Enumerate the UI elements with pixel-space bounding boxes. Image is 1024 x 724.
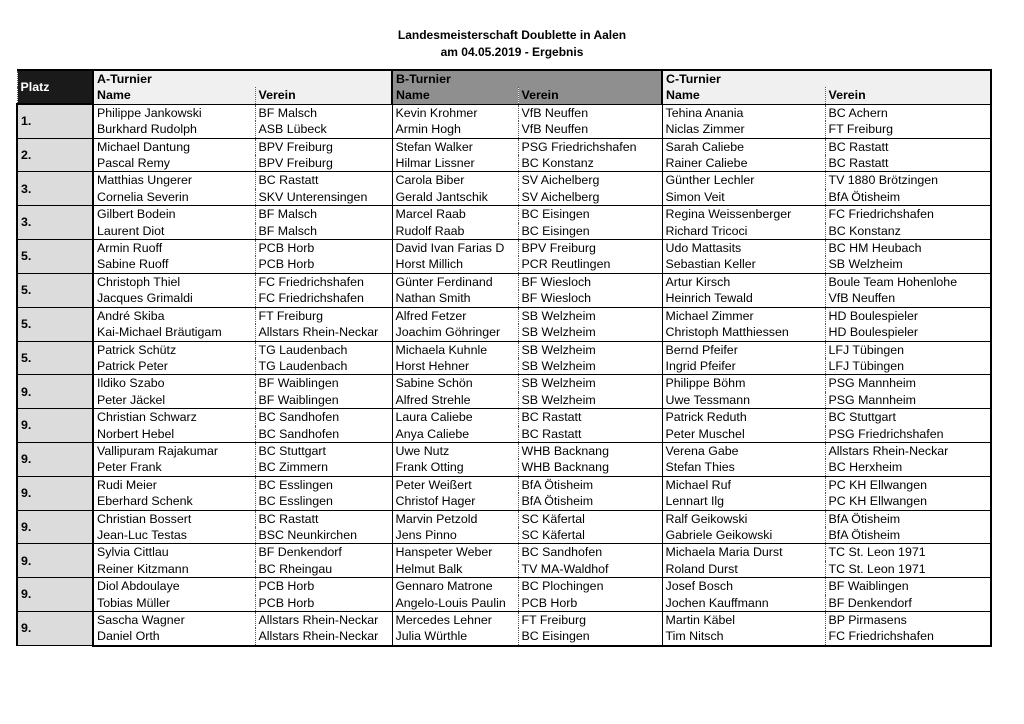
player-name: Sebastian Keller [662,256,825,273]
player-name: Peter Jäckel [93,392,255,409]
player-club: PCB Horb [255,256,392,273]
player-name: Vallipuram Rajakumar [93,442,255,459]
player-club: BF Waiblingen [255,392,392,409]
player-name: Anya Caliebe [392,426,518,443]
player-club: Allstars Rhein-Neckar [255,324,392,341]
player-name: Norbert Hebel [93,426,255,443]
player-club: BPV Freiburg [255,155,392,172]
player-name: Hanspeter Weber [392,544,518,561]
place-cell: 9. [17,510,93,544]
place-cell: 9. [17,375,93,409]
player-name: Ingrid Pfeifer [662,358,825,375]
player-name: Patrick Schütz [93,341,255,358]
player-club: SV Aichelberg [518,189,662,206]
player-name: Patrick Reduth [662,409,825,426]
c-turnier-header: C-Turnier [662,70,991,87]
player-club: SKV Unterensingen [255,189,392,206]
player-club: BC Rastatt [825,138,991,155]
player-name: Reiner Kitzmann [93,561,255,578]
table-row [17,527,991,544]
player-name: Bernd Pfeifer [662,341,825,358]
player-name: Julia Würthle [392,628,518,645]
player-name: Michaela Maria Durst [662,544,825,561]
player-club: FC Friedrichshafen [255,273,392,290]
player-club: FT Freiburg [255,307,392,324]
table-row [17,223,991,240]
player-name: Sarah Caliebe [662,138,825,155]
place-cell: 9. [17,612,93,646]
player-club: Boule Team Hohenlohe [825,273,991,290]
place-cell: 3. [17,172,93,206]
player-name: Helmut Balk [392,561,518,578]
player-club: BPV Freiburg [255,138,392,155]
player-name: Nathan Smith [392,290,518,307]
table-row [17,290,991,307]
player-name: Günther Lechler [662,172,825,189]
player-name: Jean-Luc Testas [93,527,255,544]
player-club: BfA Ötisheim [825,189,991,206]
player-club: BfA Ötisheim [825,527,991,544]
table-row [17,493,991,510]
b-turnier-header: B-Turnier [392,70,662,87]
player-name: Rainer Caliebe [662,155,825,172]
player-club: TV 1880 Brötzingen [825,172,991,189]
platz-header: Platz [17,70,93,104]
player-name: Tobias Müller [93,595,255,612]
player-name: Richard Tricoci [662,223,825,240]
player-club: BC Eisingen [518,206,662,223]
player-club: BF Wiesloch [518,273,662,290]
table-row [17,240,991,257]
player-club: TG Laudenbach [255,358,392,375]
player-name: Sascha Wagner [93,612,255,629]
player-club: BC Achern [825,104,991,121]
player-club: BPV Freiburg [518,240,662,257]
player-name: Uwe Tessmann [662,392,825,409]
place-cell: 5. [17,307,93,341]
player-club: BC Sandhofen [518,544,662,561]
player-name: Eberhard Schenk [93,493,255,510]
player-name: Laura Caliebe [392,409,518,426]
table-row [17,442,991,459]
results-body [17,104,991,646]
player-name: Christian Bossert [93,510,255,527]
player-name: Artur Kirsch [662,273,825,290]
player-name: Günter Ferdinand [392,273,518,290]
a-verein-column-header: Verein [255,87,392,104]
player-club: BF Malsch [255,223,392,240]
place-cell: 1. [17,104,93,138]
player-name: Gilbert Bodein [93,206,255,223]
player-club: SB Welzheim [518,341,662,358]
player-club: BC Konstanz [825,223,991,240]
player-club: WHB Backnang [518,442,662,459]
table-row [17,104,991,121]
player-club: BC Esslingen [255,493,392,510]
player-club: SB Welzheim [518,307,662,324]
player-name: Angelo-Louis Paulin [392,595,518,612]
player-name: Martin Käbel [662,612,825,629]
table-row [17,307,991,324]
player-club: BC Rheingau [255,561,392,578]
player-club: BC Eisingen [518,628,662,645]
player-club: BC Rastatt [825,155,991,172]
player-name: Simon Veit [662,189,825,206]
player-name: Gennaro Matrone [392,578,518,595]
player-club: BSC Neunkirchen [255,527,392,544]
player-name: Alfred Strehle [392,392,518,409]
player-club: FC Friedrichshafen [255,290,392,307]
player-club: BF Denkendorf [255,544,392,561]
player-name: Daniel Orth [93,628,255,645]
player-club: PCR Reutlingen [518,256,662,273]
c-name-column-header: Name [662,87,825,104]
player-club: PSG Mannheim [825,392,991,409]
player-name: Carola Biber [392,172,518,189]
player-club: BC Sandhofen [255,409,392,426]
player-club: SC Käfertal [518,510,662,527]
b-name-column-header: Name [392,87,518,104]
player-club: BC Sandhofen [255,426,392,443]
player-name: Alfred Fetzer [392,307,518,324]
player-club: PCB Horb [518,595,662,612]
player-name: Verena Gabe [662,442,825,459]
player-name: Mercedes Lehner [392,612,518,629]
player-name: Marcel Raab [392,206,518,223]
player-name: Lennart Ilg [662,493,825,510]
player-name: Christof Hager [392,493,518,510]
player-name: Laurent Diot [93,223,255,240]
table-row [17,121,991,138]
player-club: VfB Neuffen [518,121,662,138]
player-name: Joachim Göhringer [392,324,518,341]
player-name: Rudolf Raab [392,223,518,240]
player-name: Josef Bosch [662,578,825,595]
player-club: BF Wiesloch [518,290,662,307]
player-name: Horst Millich [392,256,518,273]
player-name: Tim Nitsch [662,628,825,645]
document-subtitle: am 04.05.2019 - Ergebnis [440,45,584,59]
table-row [17,206,991,223]
player-name: Rudi Meier [93,476,255,493]
player-club: BC Rastatt [255,172,392,189]
player-club: BC Stuttgart [825,409,991,426]
player-club: LFJ Tübingen [825,358,991,375]
player-club: LFJ Tübingen [825,341,991,358]
a-name-column-header: Name [93,87,255,104]
player-club: FC Friedrichshafen [825,628,991,645]
player-name: Stefan Walker [392,138,518,155]
player-club: BF Malsch [255,206,392,223]
player-club: SB Welzheim [518,375,662,392]
player-club: TG Laudenbach [255,341,392,358]
player-club: TV MA-Waldhof [518,561,662,578]
player-name: Ralf Geikowski [662,510,825,527]
player-club: PSG Mannheim [825,375,991,392]
player-club: BC Rastatt [255,510,392,527]
player-name: Diol Abdoulaye [93,578,255,595]
table-row [17,392,991,409]
table-row [17,155,991,172]
player-name: Kai-Michael Bräutigam [93,324,255,341]
player-club: PCB Horb [255,240,392,257]
player-club: BC HM Heubach [825,240,991,257]
table-row [17,561,991,578]
player-name: Burkhard Rudolph [93,121,255,138]
player-club: PCB Horb [255,595,392,612]
table-row [17,324,991,341]
player-name: Christoph Matthiessen [662,324,825,341]
player-name: Sabine Schön [392,375,518,392]
table-row [17,341,991,358]
player-club: PSG Friedrichshafen [518,138,662,155]
player-name: Stefan Thies [662,459,825,476]
player-club: ASB Lübeck [255,121,392,138]
table-row [17,375,991,392]
place-cell: 5. [17,273,93,307]
table-row [17,138,991,155]
results-table [16,69,992,647]
player-name: Uwe Nutz [392,442,518,459]
c-verein-column-header: Verein [825,87,991,104]
player-name: Peter Frank [93,459,255,476]
player-club: SB Welzheim [518,324,662,341]
table-row [17,612,991,629]
player-club: BP Pirmasens [825,612,991,629]
table-row [17,578,991,595]
player-club: SB Welzheim [518,358,662,375]
player-name: Hilmar Lissner [392,155,518,172]
player-name: André Skiba [93,307,255,324]
player-name: Jacques Grimaldi [93,290,255,307]
player-name: Sabine Ruoff [93,256,255,273]
place-cell: 9. [17,544,93,578]
player-name: Gerald Jantschik [392,189,518,206]
player-name: Philippe Jankowski [93,104,255,121]
table-row [17,426,991,443]
player-name: Armin Hogh [392,121,518,138]
document-title: Landesmeisterschaft Doublette in Aalen [397,28,627,42]
player-name: Niclas Zimmer [662,121,825,138]
player-name: Frank Otting [392,459,518,476]
place-cell: 9. [17,578,93,612]
player-club: BfA Ötisheim [518,476,662,493]
player-club: BF Waiblingen [255,375,392,392]
player-name: Michael Ruf [662,476,825,493]
player-club: FC Friedrichshafen [825,206,991,223]
player-name: Gabriele Geikowski [662,527,825,544]
player-club: BC Plochingen [518,578,662,595]
place-cell: 9. [17,442,93,476]
player-club: WHB Backnang [518,459,662,476]
player-club: BC Konstanz [518,155,662,172]
player-name: Christoph Thiel [93,273,255,290]
place-cell: 9. [17,476,93,510]
player-name: Sylvia Cittlau [93,544,255,561]
table-row [17,189,991,206]
player-name: Regina Weissenberger [662,206,825,223]
table-row [17,409,991,426]
place-cell: 5. [17,240,93,274]
player-club: Allstars Rhein-Neckar [255,628,392,645]
player-club: BF Denkendorf [825,595,991,612]
player-name: Michael Zimmer [662,307,825,324]
player-club: SB Welzheim [825,256,991,273]
player-name: Michaela Kuhnle [392,341,518,358]
player-club: BC Eisingen [518,223,662,240]
player-name: Philippe Böhm [662,375,825,392]
player-club: TC St. Leon 1971 [825,544,991,561]
player-name: Ildiko Szabo [93,375,255,392]
player-name: Pascal Remy [93,155,255,172]
player-club: PSG Friedrichshafen [825,426,991,443]
table-row [17,595,991,612]
table-row [17,476,991,493]
player-club: BfA Ötisheim [518,493,662,510]
player-name: Armin Ruoff [93,240,255,257]
player-club: FT Freiburg [518,612,662,629]
player-name: David Ivan Farias D [392,240,518,257]
place-cell: 5. [17,341,93,375]
a-turnier-header: A-Turnier [93,70,392,87]
player-name: Kevin Krohmer [392,104,518,121]
player-name: Michael Dantung [93,138,255,155]
table-row [17,172,991,189]
player-club: PC KH Ellwangen [825,476,991,493]
player-name: Udo Mattasits [662,240,825,257]
player-name: Patrick Peter [93,358,255,375]
table-row [17,459,991,476]
player-club: VfB Neuffen [518,104,662,121]
player-name: Peter Muschel [662,426,825,443]
player-club: BC Esslingen [255,476,392,493]
player-club: SC Käfertal [518,527,662,544]
player-club: Allstars Rhein-Neckar [255,612,392,629]
player-club: PCB Horb [255,578,392,595]
player-club: HD Boulespieler [825,307,991,324]
player-club: VfB Neuffen [825,290,991,307]
player-club: FT Freiburg [825,121,991,138]
player-name: Jochen Kauffmann [662,595,825,612]
player-club: BC Stuttgart [255,442,392,459]
player-club: SB Welzheim [518,392,662,409]
table-row [17,510,991,527]
player-club: BC Herxheim [825,459,991,476]
player-name: Peter Weißert [392,476,518,493]
player-name: Matthias Ungerer [93,172,255,189]
player-name: Roland Durst [662,561,825,578]
player-club: BC Rastatt [518,409,662,426]
player-name: Cornelia Severin [93,189,255,206]
player-club: HD Boulespieler [825,324,991,341]
player-club: SV Aichelberg [518,172,662,189]
table-row [17,273,991,290]
player-club: Allstars Rhein-Neckar [825,442,991,459]
player-club: BC Rastatt [518,426,662,443]
place-cell: 3. [17,206,93,240]
place-cell: 9. [17,409,93,443]
player-name: Christian Schwarz [93,409,255,426]
table-row [17,358,991,375]
player-name: Horst Hehner [392,358,518,375]
player-club: BC Zimmern [255,459,392,476]
player-name: Heinrich Tewald [662,290,825,307]
table-row [17,256,991,273]
player-club: BF Waiblingen [825,578,991,595]
player-club: TC St. Leon 1971 [825,561,991,578]
place-cell: 2. [17,138,93,172]
player-club: BF Malsch [255,104,392,121]
player-name: Jens Pinno [392,527,518,544]
player-club: BfA Ötisheim [825,510,991,527]
player-name: Tehina Anania [662,104,825,121]
table-row [17,544,991,561]
player-club: PC KH Ellwangen [825,493,991,510]
table-row [17,628,991,645]
b-verein-column-header: Verein [518,87,662,104]
player-name: Marvin Petzold [392,510,518,527]
